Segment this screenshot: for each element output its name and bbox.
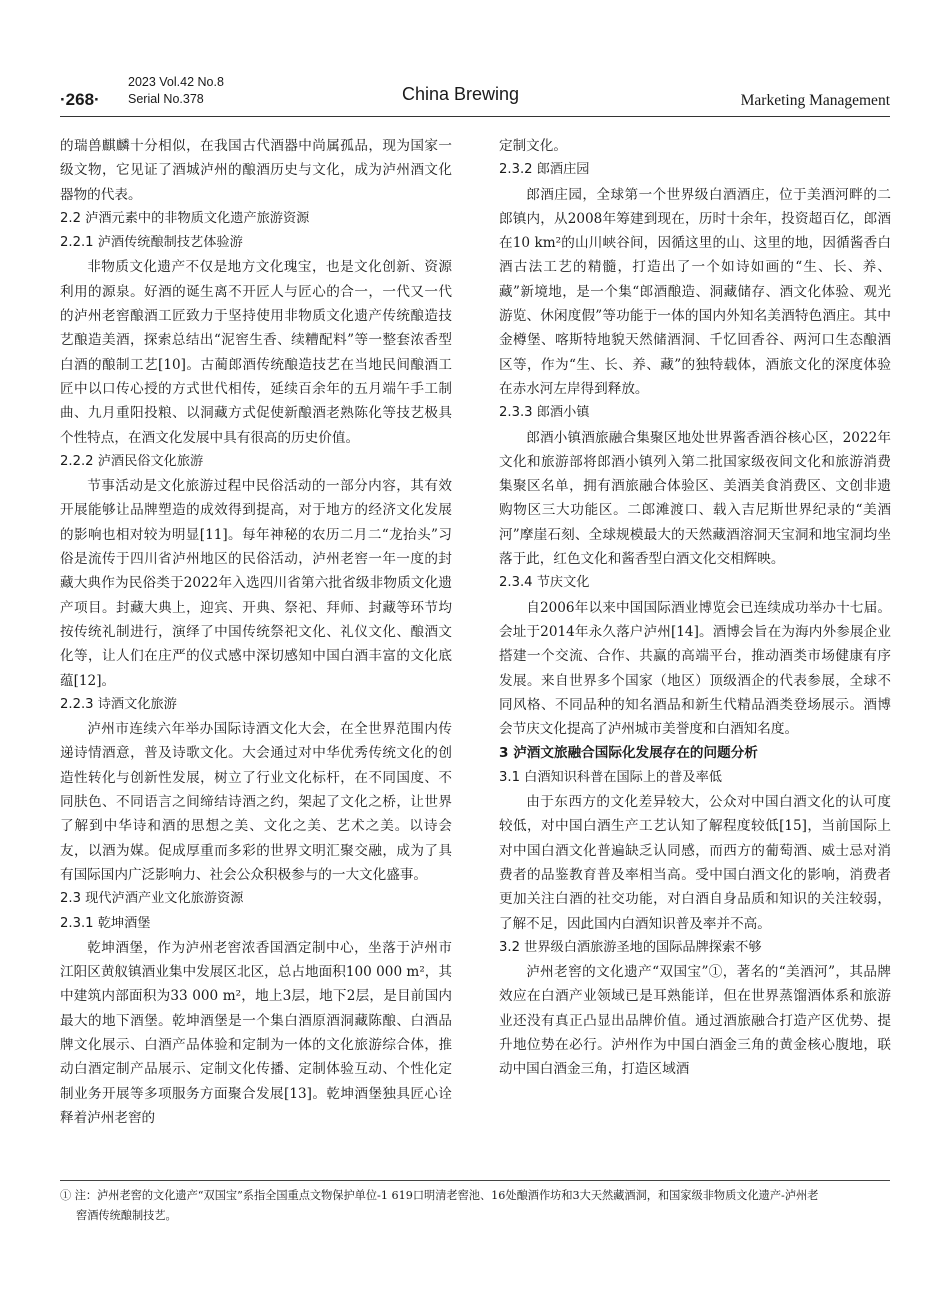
volume-line: 2023 Vol.42 No.8 [128, 75, 224, 89]
section-heading: 2.2.1 泸酒传统酿制技艺体验游 [60, 235, 243, 251]
section-name: Marketing Management [740, 92, 890, 109]
paragraph: 郎酒庄园，全球第一个世界级白酒酒庄，位于美酒河畔的二郎镇内，从2008年筹建到现在，历时十余年，投资超百亿，郎酒在10 km²的山川峡谷间，因循这里的山、这里的地，因循酱香白酒古法工艺的精髓，打造出了一个如诗如画的“生、长、养、藏”新境地，是一个集“郎酒酿造、洞藏储存、酒文化体验、观光游览、休闲度假”等功能于一体的国内外知名美酒特色酒庄。其中金樽堡、喀斯特地貌天然储酒洞、千忆回香谷、两河口生态酿酒区等，作为“生、长、养、藏”的独特载体，酒旅文化的深度体验在赤水河左岸得到释放。 [499, 186, 891, 397]
journal-name: China Brewing [402, 84, 520, 104]
serial-line: Serial No.378 [128, 92, 204, 106]
section-heading: 3 泸酒文旅融合国际化发展存在的问题分析 [499, 745, 758, 762]
paragraph: 泸州老窖的文化遗产“双国宝”①，著名的“美酒河”，其品牌效应在白酒产业领域已是耳熟能详，但在世界蒸馏酒体系和旅游业还没有真正凸显出品牌价值。通过酒旅融合打造产区优势、提升地位势在必行。泸州作为中国白酒金三角的黄金核心腹地，联动中国白酒金三角，打造区域酒 [499, 964, 891, 1078]
paragraph: 自2006年以来中国国际酒业博览会已连续成功举办十七届。会址于2014年永久落户泸州[14]。酒博会旨在为海内外参展企业搭建一个交流、合作、共赢的高端平台，推动酒类市场健康有序发展。来自世界多个国家（地区）顶级酒企的代表参展，全球不同风格、不同品种的知名酒品和新生代精品酒类登场展示。酒博会节庆文化提高了泸州城市美誉度和白酒知名度。 [499, 599, 891, 738]
left-column [60, 134, 452, 1130]
section-heading: 2.2 泸酒元素中的非物质文化遗产旅游资源 [60, 210, 310, 226]
section-heading: 2.3.3 郎酒小镇 [499, 405, 590, 421]
section-heading: 2.2.2 泸酒民俗文化旅游 [60, 453, 204, 469]
paragraph: 泸州市连续六年举办国际诗酒文化大会，在全世界范围内传递诗情酒意，普及诗歌文化。大会通过对中华优秀传统文化的创造性转化与创新性发展，树立了行业文化标杆，在不同国度、不同肤色、不同语言之间缔结诗酒之约，架起了文化之桥，让世界了解到中华诗和酒的思想之美、文化之美、艺术之美。以诗会友，以酒为媒。促成厚重而多彩的世界文明汇聚交融，成为了具有国际国内广泛影响力、社会公众积极参与的一大文化盛事。 [60, 721, 452, 883]
paragraph: 乾坤酒堡，作为泸州老窖浓香国酒定制中心，坐落于泸州市江阳区黄舣镇酒业集中发展区北区，总占地面积100 000 m²，其中建筑内部面积为33 000 m²，地上3层，地下2层，是目前国内最大的地下酒堡。乾坤酒堡是一个集白酒原酒洞藏陈酿、白酒品牌文化展示、白酒产品体验和定制为一体的文化旅游综合体，推动白酒定制产品展示、定制文化传播、定制体验互动、个性化定制业务开展等多项服务方面聚合发展[13]。乾坤酒堡独具匠心诠释着泸州老窖的 [60, 939, 452, 1126]
section-heading: 2.3.1 乾坤酒堡 [60, 915, 151, 931]
paragraph: 定制文化。 [499, 138, 567, 154]
footnote [60, 1186, 890, 1226]
header-rule [60, 116, 890, 117]
section-heading: 2.3.4 节庆文化 [499, 575, 590, 591]
section-heading: 2.3 现代泸酒产业文化旅游资源 [60, 891, 244, 907]
paragraph: 的瑞兽麒麟十分相似，在我国古代酒器中尚属孤品，现为国家一级文物，它见证了酒城泸州的酿酒历史与文化，成为泸州酒文化器物的代表。 [60, 138, 452, 203]
paragraph: 节事活动是文化旅游过程中民俗活动的一部分内容，其有效开展能够让品牌塑造的成效得到提高，对于地方的经济文化发展的影响也相对较为明显[11]。每年神秘的农历二月二“龙抬头”习俗是流传于四川省泸州地区的民俗活动，泸州老窖一年一度的封藏大典作为民俗类于2022年入选四川省第六批省级非物质文化遗产项目。封藏大典上，迎宾、开典、祭祀、拜师、封藏等环节均按传统礼制进行，演绎了中国传统祭祀文化、礼仪文化、酿酒文化等，让人们在庄严的仪式感中深切感知中国白酒丰富的文化底蕴[12]。 [60, 478, 452, 689]
footnote-rule [60, 1180, 890, 1181]
page-header [60, 68, 890, 116]
footnote-line-1: ① 注：泸州老窖的文化遗产“双国宝”系指全国重点文物保护单位-1 619口明清老窖池、16处酿酒作坊和3大天然藏酒洞，和国家级非物质文化遗产-泸州老 [60, 1189, 819, 1202]
section-heading: 3.2 世界级白酒旅游圣地的国际品牌探索不够 [499, 939, 762, 955]
paragraph: 非物质文化遗产不仅是地方文化瑰宝，也是文化创新、资源利用的源泉。好酒的诞生离不开匠人与匠心的合一，一代又一代的泸州老窖酿酒工匠致力于坚持使用非物质文化遗产传统酿造技艺酿造美酒，探索总结出“泥窖生香、续糟配料”等一整套浓香型白酒的酿制工艺[10]。古蔺郎酒传统酿造技艺在当地民间酿酒工匠中以口传心授的方式世代相传，延续百余年的五月端午手工制曲、九月重阳投粮、以洞藏方式促使新酿酒老熟陈化等技艺极具个性特点，在酒文化发展中具有很高的历史价值。 [60, 259, 452, 446]
footnote-line-2: 窖酒传统酿制技艺。 [76, 1209, 177, 1222]
section-heading: 2.2.3 诗酒文化旅游 [60, 696, 177, 712]
section-heading: 3.1 白酒知识科普在国际上的普及率低 [499, 769, 722, 785]
page-number: ·268· [60, 90, 100, 109]
paragraph: 郎酒小镇酒旅融合集聚区地处世界酱香酒谷核心区，2022年文化和旅游部将郎酒小镇列入第二批国家级夜间文化和旅游消费集聚区名单，拥有酒旅融合体验区、美酒美食消费区、文创非遗购物区三大功能区。二郎滩渡口、载入吉尼斯世界纪录的“美酒河”摩崖石刻、全球规模最大的天然藏酒溶洞天宝洞和地宝洞均坐落于此，红色文化和酱香型白酒文化交相辉映。 [499, 429, 891, 568]
section-heading: 2.3.2 郎酒庄园 [499, 162, 590, 178]
volume-info [128, 74, 224, 108]
right-column [499, 134, 891, 1082]
paragraph: 由于东西方的文化差异较大，公众对中国白酒文化的认可度较低，对中国白酒生产工艺认知了解程度较低[15]，当前国际上对中国白酒文化普遍缺乏认同感，而西方的葡萄酒、威士忌对消费者的品鉴教育普及率相当高。受中国白酒文化的影响，消费者更加关注白酒的社交功能，对白酒自身品质和知识的关注较弱，了解不足，因此国内白酒知识普及率并不高。 [499, 794, 891, 932]
